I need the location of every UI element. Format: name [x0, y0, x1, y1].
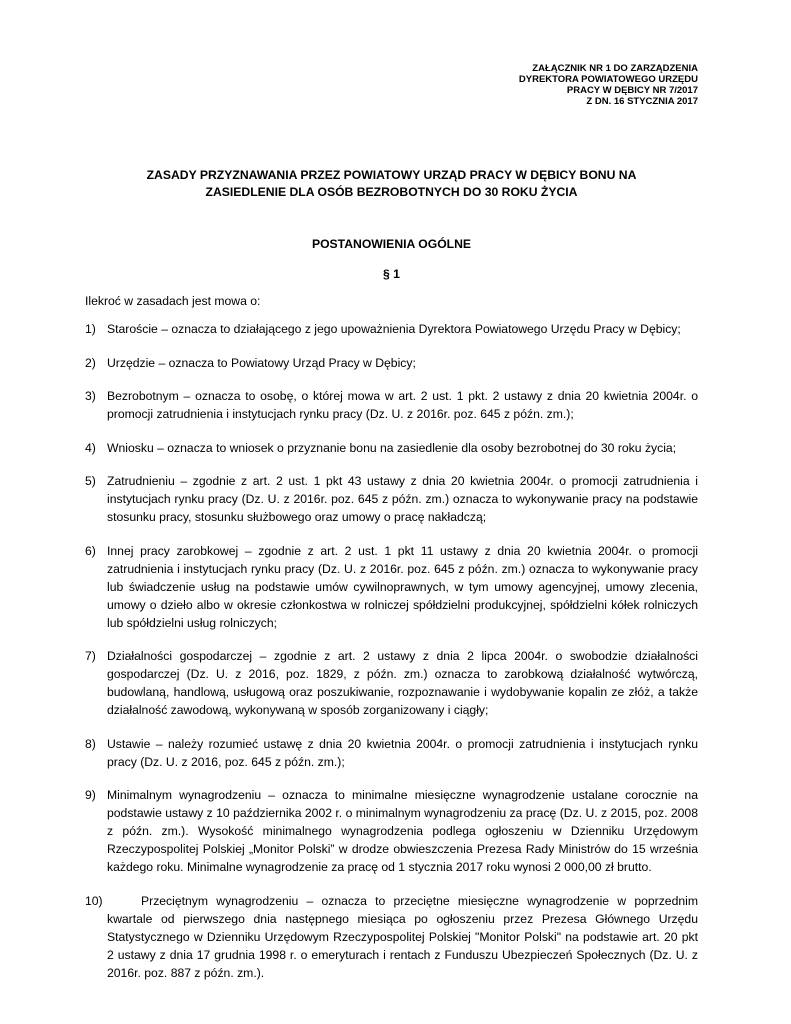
definition-number: 3)	[85, 389, 96, 403]
attachment-note	[519, 63, 698, 107]
definitions-list	[85, 320, 698, 997]
definition-text: Ustawie – należy rozumieć ustawę z dnia 20 kwietnia 2004r. o promocji zatrudnienia i instytucjach rynku pracy (Dz. U. z 2016, poz. 645 z późn. zm.);	[107, 736, 698, 769]
definition-text: Zatrudnieniu – zgodnie z art. 2 ust. 1 pkt 43 ustawy z dnia 20 kwietnia 2004r. o promocji zatrudnienia i instytucjach rynku pracy (Dz. U. z 2016r. poz. 645 z późn. zm.) oznacza to wykonywanie pracy na podstawie stosunku pracy, stosunku służbowego oraz umowy o pracę nakładczą;	[107, 474, 698, 524]
definition-number: 7)	[85, 649, 96, 663]
definition-text: Bezrobotnym – oznacza to osobę, o której mowa w art. 2 ust. 1 pkt. 2 ustawy z dnia 20 kwietnia 2004r. o promocji zatrudnienia i instytucjach rynku pracy (Dz. U. z 2016r. poz. 645 z późn. zm.);	[107, 389, 698, 421]
definition-item	[85, 320, 698, 338]
definition-number: 1)	[85, 322, 96, 336]
document-title-line: ZASIEDLENIE DLA OSÓB BEZROBOTNYCH DO 30 ROKU ŻYCIA	[205, 185, 578, 199]
definition-text: Działalności gospodarczej – zgodnie z art. 2 ustawy z dnia 2 lipca 2004r. o swobodzie działalności gospodarczej (Dz. U. z 2016, poz. 1829, z późn. zm.) oznacza to zarobkową działalność wytwórczą, budowlaną, handlową, usługową oraz poszukiwanie, rozpoznawanie i wydobywanie kopalin ze złóż, a także działalność zawodową, wykonywaną w sposób zorganizowany i ciągły;	[107, 649, 698, 717]
definition-item	[85, 542, 698, 632]
definition-number: 9)	[85, 788, 96, 802]
definition-item	[85, 387, 698, 423]
attachment-note-line: PRACY W DĘBICY NR 7/2017	[566, 85, 698, 96]
definition-item	[85, 439, 698, 457]
definition-text: Urzędzie – oznacza to Powiatowy Urząd Pracy w Dębicy;	[107, 355, 416, 370]
definition-number: 4)	[85, 440, 96, 455]
definition-item	[85, 735, 698, 771]
document-title	[85, 167, 698, 201]
attachment-note-line: Z DN. 16 STYCZNIA 2017	[586, 96, 698, 107]
definition-text: Innej pracy zarobkowej – zgodnie z art. 2 ust. 1 pkt 11 ustawy z dnia 20 kwietnia 2004r. o promocji zatrudnienia i instytucjach rynku pracy (Dz. U. z 2016r. poz. 645 z późn. zm.) oznacza to wykonywanie pracy lub świadczenie usług na podstawie umów cywilnoprawnych, w tym umowy agencyjnej, umowy zlecenia, umowy o dzieło albo w okresie członkostwa w rolniczej spółdzielni produkcyjnej, spółdzielni kółek rolniczych lub spółdzielni usług rolniczych;	[107, 543, 698, 630]
definition-number: 6)	[85, 543, 96, 558]
definition-item	[85, 647, 698, 719]
definition-number: 5)	[85, 474, 96, 488]
definition-number: 2)	[85, 355, 96, 370]
paragraph-mark: § 1	[383, 267, 400, 281]
document-title-line: ZASADY PRZYZNAWANIA PRZEZ POWIATOWY URZĄD PRACY W DĘBICY BONU NA	[146, 168, 637, 182]
definition-number: 8)	[85, 736, 96, 751]
definition-item	[85, 892, 698, 982]
definition-item	[85, 786, 698, 876]
definition-text: Minimalnym wynagrodzeniu – oznacza to minimalne miesięczne wynagrodzenie ustalane corocznie na podstawie ustawy z 10 października 2002 r. o minimalnym wynagrodzeniu za pracę (Dz. U. z 2015, poz. 2008 z późn. zm.). Wysokość minimalnego wynagrodzenia podlega ogłoszeniu w Dzienniku Urzędowym Rzeczypospolitej Polskiej „Monitor Polski” w drodze obwieszczenia Prezesa Rady Ministrów do 15 września każdego roku. Minimalne wynagrodzenie za pracę od 1 stycznia 2017 roku wynosi 2 000,00 zł brutto.	[107, 788, 698, 874]
intro-text: Ilekroć w zasadach jest mowa o:	[85, 294, 261, 308]
definition-text: Staroście – oznacza to działającego z jego upoważnienia Dyrektora Powiatowego Urzędu Pracy w Dębicy;	[107, 322, 681, 336]
section-title: POSTANOWIENIA OGÓLNE	[311, 237, 472, 251]
definition-number: 10)	[85, 893, 103, 908]
definition-item	[85, 472, 698, 526]
attachment-note-line: ZAŁĄCZNIK NR 1 DO ZARZĄDZENIA	[532, 63, 698, 74]
attachment-note-line: DYREKTORA POWIATOWEGO URZĘDU	[518, 74, 698, 85]
definition-item	[85, 354, 698, 372]
definition-text: Przeciętnym wynagrodzeniu – oznacza to przeciętne miesięczne wynagrodzenie w poprzednim kwartale od pierwszego dnia następnego miesiąca po ogłoszeniu przez Prezesa Głównego Urzędu Statystycznego w Dzienniku Urzędowym Rzeczypospolitej Polskiej "Monitor Polski" na podstawie art. 20 pkt 2 ustawy z dnia 17 grudnia 1998 r. o emeryturach i rentach z Funduszu Ubezpieczeń Społecznych (Dz. U. z 2016r. poz. 887 z późn. zm.).	[107, 893, 698, 980]
definition-text: Wniosku – oznacza to wniosek o przyznanie bonu na zasiedlenie dla osoby bezrobotnej do 30 roku życia;	[107, 440, 677, 455]
